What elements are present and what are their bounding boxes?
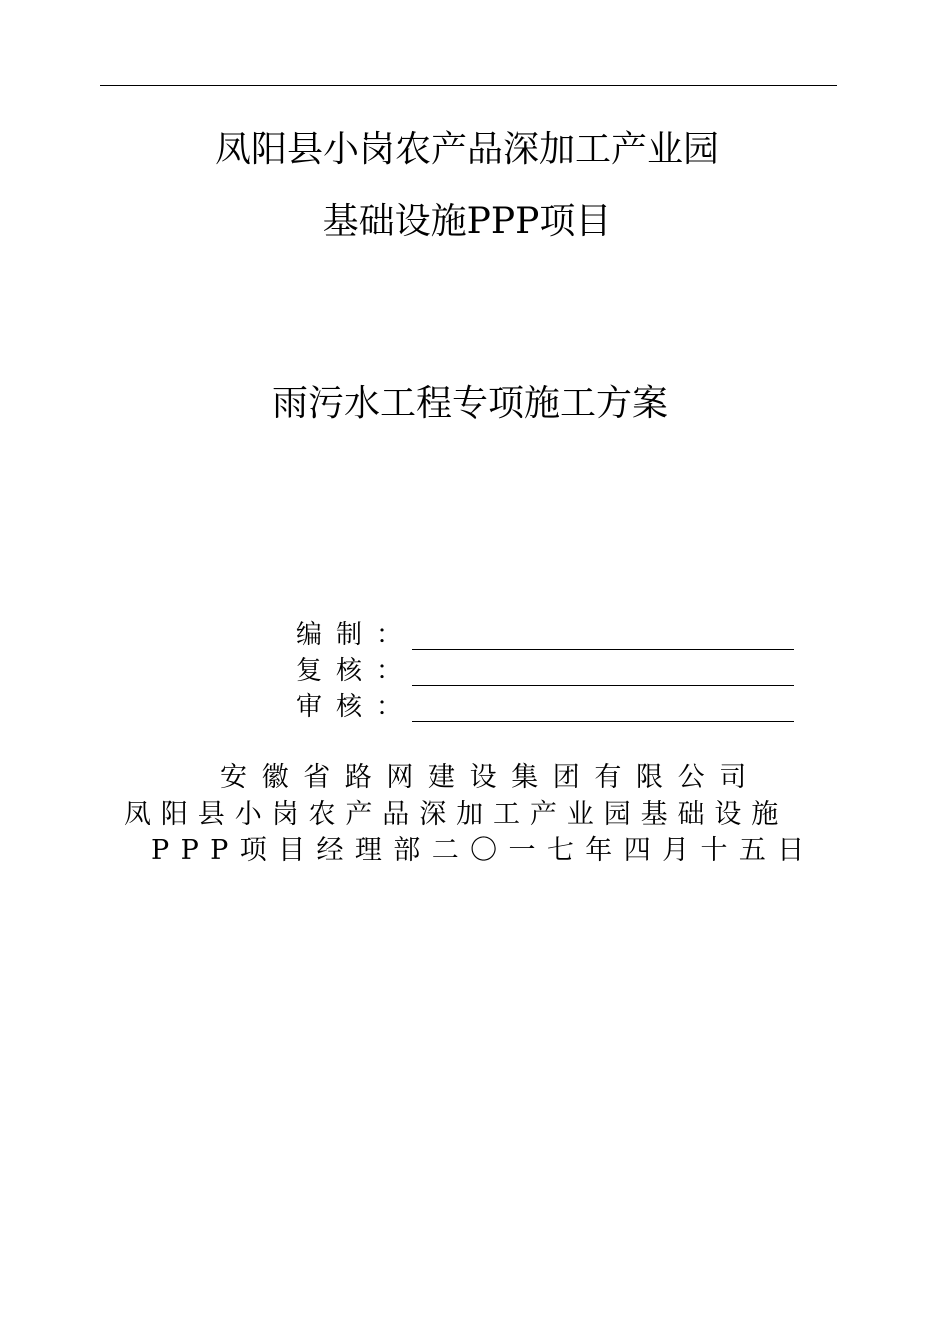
signature-label-compiled: 编制： — [296, 620, 417, 650]
signature-label-approved: 审核： — [296, 692, 417, 722]
signature-row-approved — [296, 690, 796, 724]
document-title-text: 雨污水工程专项施工方案 — [271, 383, 669, 424]
signature-row-compiled — [296, 618, 796, 652]
signature-row-reviewed — [296, 654, 796, 688]
signature-blank-compiled — [412, 649, 794, 650]
title-line-2-text: 基础设施PPP项目 — [322, 201, 612, 242]
title-line-1-text: 凤阳县小岗农产品深加工产业园 — [214, 129, 720, 170]
signature-blank-approved — [412, 721, 794, 722]
signature-label-reviewed: 复核： — [296, 656, 417, 686]
signature-blank-reviewed — [412, 685, 794, 686]
footer-project: 凤阳县小岗农产品深加工产业园基础设施 — [124, 799, 789, 830]
footer-department-date: PPP项目经理部二〇一七年四月十五日 — [151, 835, 816, 866]
header-rule — [100, 85, 837, 86]
footer-company: 安徽省路网建设集团有限公司 — [220, 762, 761, 793]
